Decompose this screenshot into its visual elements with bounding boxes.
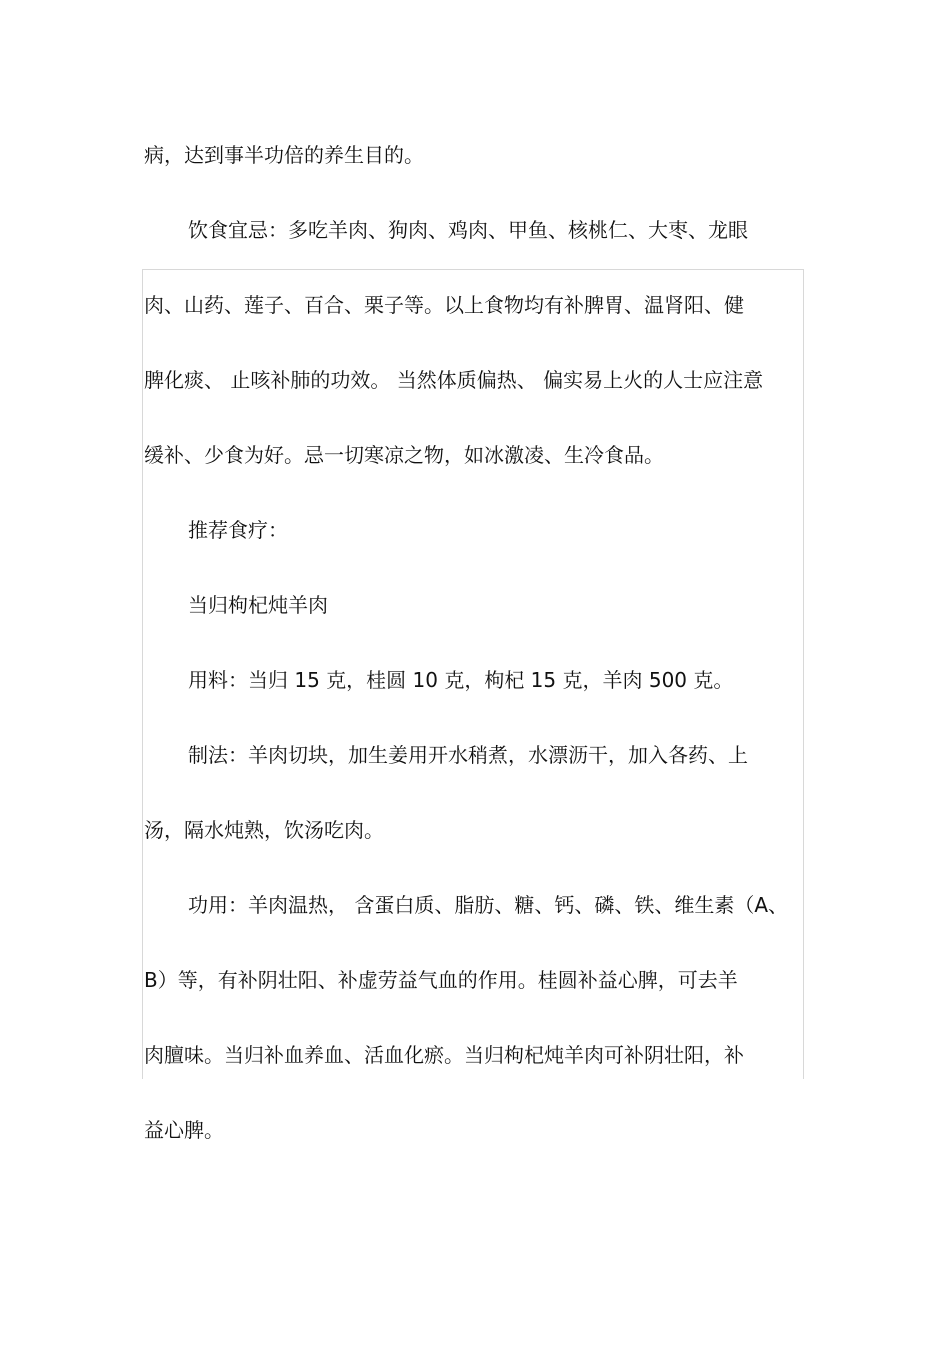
text-line: 饮食宜忌：多吃羊肉、狗肉、鸡肉、甲鱼、核桃仁、大枣、龙眼 <box>188 218 748 242</box>
text-line: 汤，隔水炖熟，饮汤吃肉。 <box>144 818 384 842</box>
text-line: 肉、山药、莲子、百合、栗子等。以上食物均有补脾胃、温肾阳、健 <box>144 293 744 317</box>
section-heading: 推荐食疗： <box>188 518 288 542</box>
recipe-title: 当归枸杞炖羊肉 <box>188 593 328 617</box>
text-line: 功用：羊肉温热， 含蛋白质、脂肪、糖、钙、磷、铁、维生素（A、 <box>188 893 789 917</box>
text-line: 肉膻味。当归补血养血、活血化瘀。当归枸杞炖羊肉可补阴壮阳，补 <box>144 1043 744 1067</box>
text-line: B）等，有补阴壮阳、补虚劳益气血的作用。桂圆补益心脾，可去羊 <box>144 968 738 992</box>
text-line: 病，达到事半功倍的养生目的。 <box>144 143 424 167</box>
text-line: 脾化痰、 止咳补肺的功效。 当然体质偏热、 偏实易上火的人士应注意 <box>144 368 764 392</box>
text-line: 制法：羊肉切块，加生姜用开水稍煮，水漂沥干，加入各药、上 <box>188 743 748 767</box>
text-line: 用料：当归 15 克，桂圆 10 克，枸杞 15 克，羊肉 500 克。 <box>188 668 734 692</box>
text-line: 益心脾。 <box>144 1118 224 1142</box>
text-line: 缓补、少食为好。忌一切寒凉之物，如冰激凌、生冷食品。 <box>144 443 664 467</box>
